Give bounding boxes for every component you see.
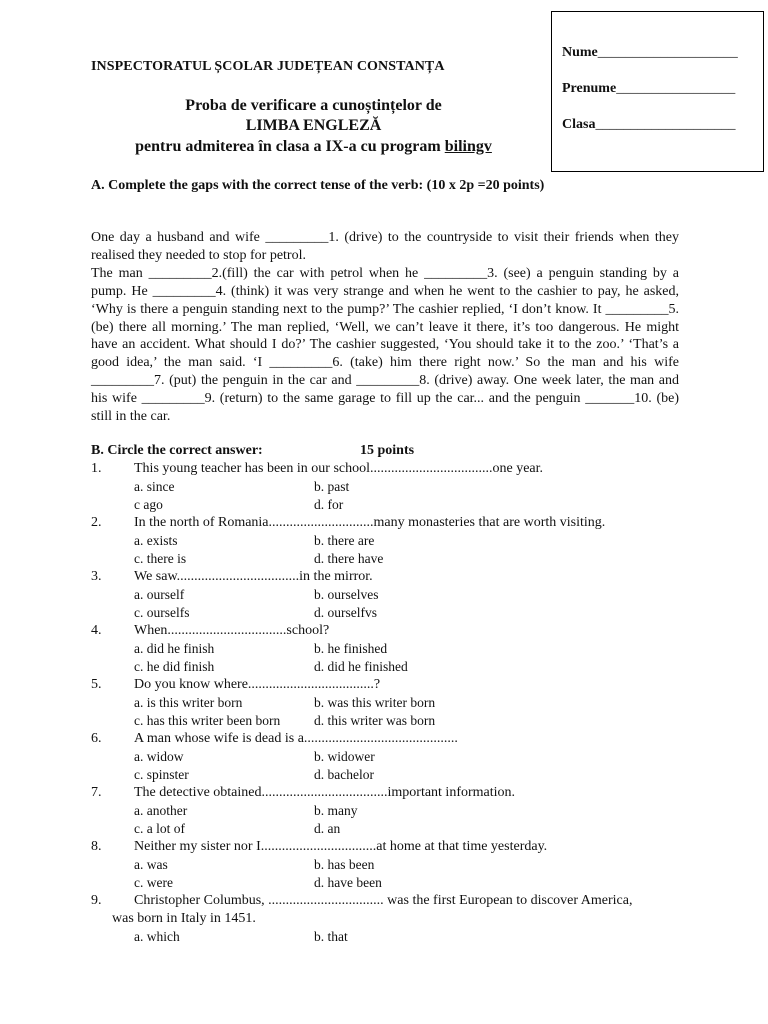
title-line-3: pentru admiterea în clasa a IX-a cu program bilingv (135, 138, 492, 155)
option-c[interactable]: c. were (134, 875, 173, 890)
class-field[interactable]: Clasa____________________ (562, 117, 736, 132)
option-a[interactable]: a. is this writer born (134, 695, 243, 710)
institution-header: INSPECTORATUL ȘCOLAR JUDEȚEAN CONSTANȚA (91, 59, 445, 74)
option-b[interactable]: b. he finished (314, 641, 388, 656)
option-d[interactable]: d. this writer was born (314, 713, 436, 728)
option-a[interactable]: a. did he finish (134, 641, 215, 656)
title-line-1: Proba de verificare a cunoștințelor de (185, 97, 442, 114)
question-number: 7. (91, 785, 102, 800)
option-a[interactable]: a. was (134, 857, 168, 872)
option-b[interactable]: b. there are (314, 533, 375, 548)
option-b[interactable]: b. past (314, 479, 350, 494)
option-c[interactable]: c. a lot of (134, 821, 185, 836)
question-number: 6. (91, 731, 102, 746)
question-text-continued: was born in Italy in 1451. (112, 911, 256, 926)
question-text: Christopher Columbus, ................................. was the first European to discover America, (134, 893, 633, 908)
option-c[interactable]: c. there is (134, 551, 187, 566)
question-number: 3. (91, 569, 102, 584)
section-b-points: 15 points (360, 443, 415, 458)
option-b[interactable]: b. widower (314, 749, 375, 764)
option-b[interactable]: b. ourselves (314, 587, 379, 602)
option-b[interactable]: b. many (314, 803, 358, 818)
option-d[interactable]: d. there have (314, 551, 384, 566)
option-d[interactable]: d. bachelor (314, 767, 374, 782)
question-number: 1. (91, 461, 102, 476)
option-b[interactable]: b. has been (314, 857, 375, 872)
section-b-heading: B. Circle the correct answer: (91, 443, 263, 458)
option-a[interactable]: a. exists (134, 533, 178, 548)
question-number: 8. (91, 839, 102, 854)
question-number: 9. (91, 893, 102, 908)
question-text: We saw...................................in the mirror. (134, 569, 373, 584)
question-number: 5. (91, 677, 102, 692)
option-a[interactable]: a. which (134, 929, 180, 944)
option-a[interactable]: a. widow (134, 749, 184, 764)
option-d[interactable]: d. did he finished (314, 659, 408, 674)
bilingual-word: bilingv (444, 138, 492, 155)
option-a[interactable]: a. ourself (134, 587, 185, 602)
student-info-box (551, 11, 764, 172)
option-c[interactable]: c. spinster (134, 767, 189, 782)
question-text: A man whose wife is dead is a............................................ (134, 731, 458, 746)
option-d[interactable]: d. an (314, 821, 341, 836)
option-b[interactable]: b. that (314, 929, 348, 944)
option-d[interactable]: d. have been (314, 875, 382, 890)
option-b[interactable]: b. was this writer born (314, 695, 436, 710)
question-text: In the north of Romania..............................many monasteries that are worth visiting. (134, 515, 606, 530)
paragraph-1: One day a husband and wife _________1. (drive) to the countryside to visit their friends when they realised they needed to stop for petrol. (91, 230, 679, 263)
question-text: When..................................school? (134, 623, 330, 638)
option-c[interactable]: c. ourselfs (134, 605, 190, 620)
paragraph-2: The man _________2.(fill) the car with petrol when he _________3. (see) a penguin standing by a pump. He _________4. (think) it was very strange and when he went to the cashier to pay, he asked, ‘Why is there a penguin standing next to the pump?’ The cashier replied, ‘I don’t know. It _________5. (be) there all morning.’ The man replied, ‘Well, we can’t leave it there, it’s too dangerous. He might have an accident. What should I do?’ The cashier suggested, ‘You should take it to the zoo.’ ‘That’s a good idea,’ the man said. ‘I _________6. (take) him there right now.’ So the man and his wife _________7. (put) the penguin in the car and _________8. (drive) away. One week later, the man and his wife _________9. (return) to the same garage to fill up the car... and the penguin _______10. (be) still in the car. (91, 265, 679, 425)
question-text: Neither my sister nor I.................................at home at that time yesterday. (134, 839, 548, 854)
option-d[interactable]: d. for (314, 497, 344, 512)
question-number: 2. (91, 515, 102, 530)
question-number: 4. (91, 623, 102, 638)
option-d[interactable]: d. ourselfvs (314, 605, 377, 620)
question-text: This young teacher has been in our school...................................one year. (134, 461, 544, 476)
option-c[interactable]: c. he did finish (134, 659, 215, 674)
name-field[interactable]: Nume____________________ (562, 45, 738, 60)
question-text: The detective obtained....................................important information. (134, 785, 516, 800)
section-a-heading: A. Complete the gaps with the correct tense of the verb: (10 x 2p =20 points) (91, 178, 545, 193)
title-line-2: LIMBA ENGLEZĂ (245, 117, 382, 134)
surname-field[interactable]: Prenume_________________ (562, 81, 736, 96)
option-a[interactable]: a. since (134, 479, 175, 494)
option-c[interactable]: c ago (134, 497, 163, 512)
section-a-text (91, 229, 679, 426)
option-a[interactable]: a. another (134, 803, 188, 818)
question-text: Do you know where....................................? (134, 677, 381, 692)
option-c[interactable]: c. has this writer been born (134, 713, 281, 728)
